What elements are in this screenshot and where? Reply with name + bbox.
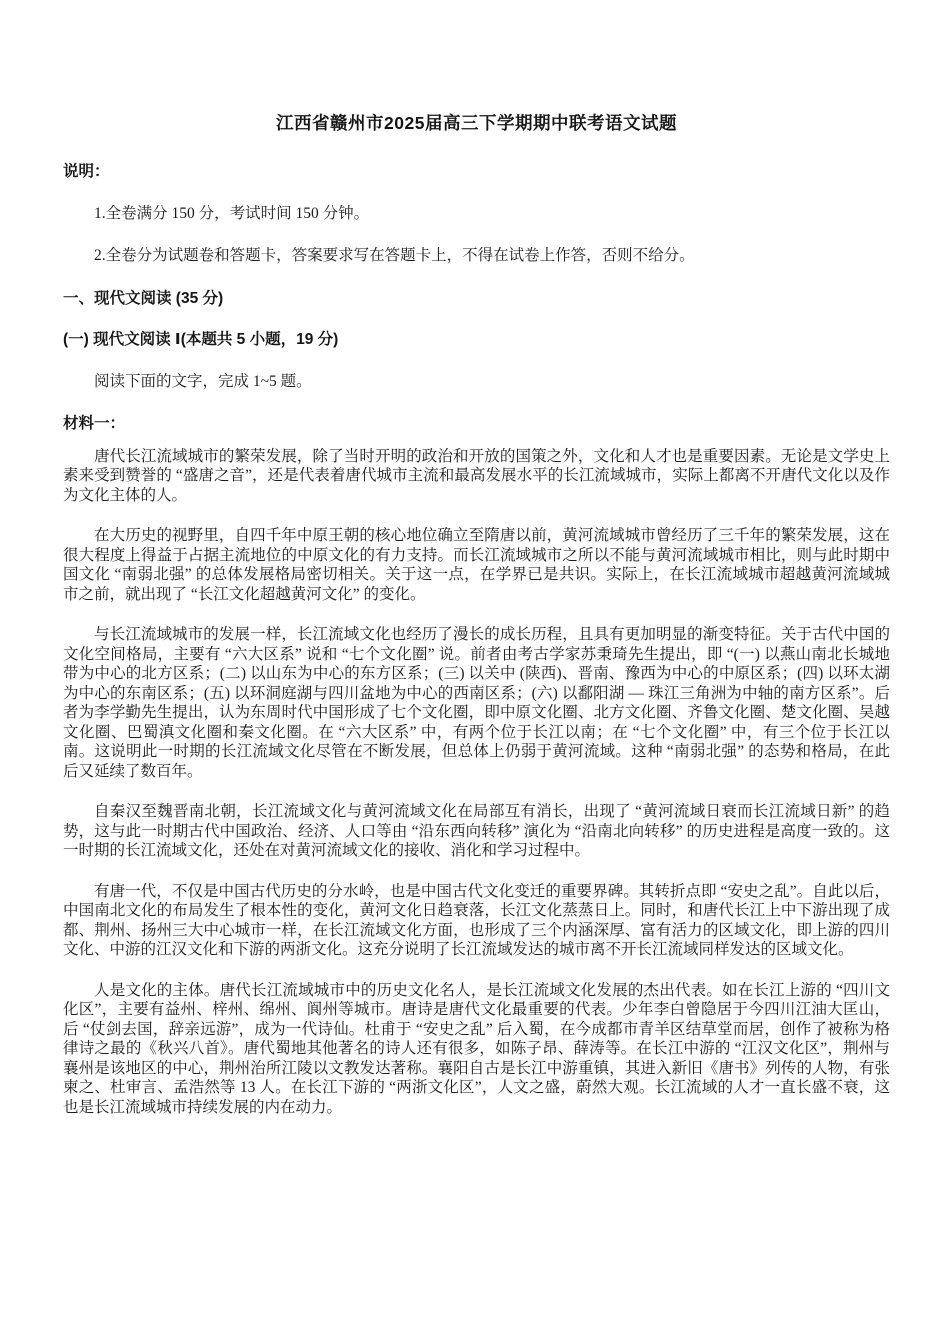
material-one-paragraph-2: 在大历史的视野里，自四千年中原王朝的核心地位确立至隋唐以前，黄河流域城市曾经历了三千年的繁荣发展，这在很大程度上得益于占据主流地位的中原文化的有力支持。而长江流域城市之所以不能与黄河流域城市相比，则与此时期中国文化 “南弱北强” 的总体发展格局密切相关。关于这一点，在学界已是共识。实际上，在长江流域城市超越黄河流域城市之前，就出现了 “长江文化超越黄河文化” 的变化。 (63, 527, 890, 603)
material-one-paragraph-1: 唐代长江流域城市的繁荣发展，除了当时开明的政治和开放的国策之外，文化和人才也是重要因素。无论是文学史上素来受到赞誉的 “盛唐之音”，还是代表着唐代城市主流和最高发展水平的长江流域城市，实际上都离不开唐代文化以及作为文化主体的人。 (63, 447, 890, 504)
material-one-paragraph-3: 与长江流域城市的发展一样，长江流域文化也经历了漫长的成长历程，且具有更加明显的渐变特征。关于古代中国的文化空间格局，主要有 “六大区系” 说和 “七个文化圈” 说。前者由考古学家苏秉琦先生提出，即 “(一) 以燕山南北长城地带为中心的北方区系；(二) 以山东为中心的东方区系；(三) 以关中 (陕西)、晋南、豫西为中心的中原区系；(四) 以环太湖为中心的东南区系；(五) 以环洞庭湖与四川盆地为中心的西南区系；(六) 以鄱阳湖 — 珠江三角洲为中轴的南方区系”。后者为李学勤先生提出，认为东周时代中国形成了七个文化圈，即中原文化圈、北方文化圈、齐鲁文化圈、楚文化圈、吴越文化圈、巴蜀滇文化圈和秦文化圈。在 “六大区系” 中，有两个位于长江以南；在 “七个文化圈” 中，有三个位于长江以南。这说明此一时期的长江流域文化尽管在不断发展，但总体上仍弱于黄河流域。这种 “南弱北强” 的态势和格局，在此后又延续了数百年。 (63, 626, 890, 780)
instruction-item-2: 2.全卷分为试题卷和答题卡，答案要求写在答题卡上，不得在试卷上作答，否则不给分。 (94, 247, 695, 264)
material-one-paragraph-5: 有唐一代，不仅是中国古代历史的分水岭，也是中国古代文化变迁的重要界碑。其转折点即 “安史之乱”。自此以后，中国南北文化的布局发生了根本性的变化，黄河文化日趋衰落，长江文化蒸蒸日上。同时，和唐代长江上中下游出现了成都、荆州、扬州三大中心城市一样，在长江流域文化方面，也形成了三个内涵深厚、富有活力的区域文化，即上游的四川文化、中游的江汉文化和下游的两浙文化。这充分说明了长江流域发达的城市离不开长江流域同样发达的区域文化。 (63, 882, 890, 958)
section-subheading-reading-1: (一) 现代文阅读 Ⅰ(本题共 5 小题，19 分) (63, 331, 339, 348)
section-heading-modern-reading: 一、现代文阅读 (35 分) (63, 289, 224, 307)
material-one-paragraph-4: 自秦汉至魏晋南北朝，长江流域文化与黄河流域文化在局部互有消长，出现了 “黄河流域日衰而长江流域日新” 的趋势，这与此一时期古代中国政治、经济、人口等由 “沿东西向转移” 演化为 “沿南北向转移” 的历史进程是高度一致的。这一时期的长江流域文化，还处在对黄河流域文化的接收、消化和学习过程中。 (63, 803, 890, 859)
reading-prompt: 阅读下面的文字，完成 1~5 题。 (94, 372, 312, 390)
instructions-label: 说明： (63, 163, 110, 180)
instruction-item-1: 1.全卷满分 150 分，考试时间 150 分钟。 (94, 204, 370, 222)
material-one-paragraph-6: 人是文化的主体。唐代长江流域城市中的历史文化名人，是长江流域文化发展的杰出代表。如在长江上游的 “四川文化区”，主要有益州、梓州、绵州、阆州等城市。唐诗是唐代文化最重要的代表。少年李白曾隐居于今四川江油大匡山，后 “仗剑去国，辞亲远游”，成为一代诗仙。杜甫于 “安史之乱” 后入蜀，在今成都市青羊区结草堂而居，创作了被称为格律诗之最的《秋兴八首》。唐代蜀地其他著名的诗人还有很多，如陈子昂、薛涛等。在长江中游的 “江汉文化区”，荆州与襄州是该地区的中心，荆州治所江陵以文教发达著称。襄阳自古是长江中游重镇，其进入新旧《唐书》列传的人物，有张柬之、杜审言、孟浩然等 13 人。在长江下游的 “两浙文化区”，人文之盛，蔚然大观。长江流域的人才一直长盛不衰，这也是长江流域城市持续发展的内在动力。 (63, 981, 890, 1116)
page-content (63, 112, 890, 1117)
material-one-label: 材料一： (63, 415, 126, 432)
page-title: 江西省赣州市2025届高三下学期期中联考语文试题 (276, 113, 677, 133)
